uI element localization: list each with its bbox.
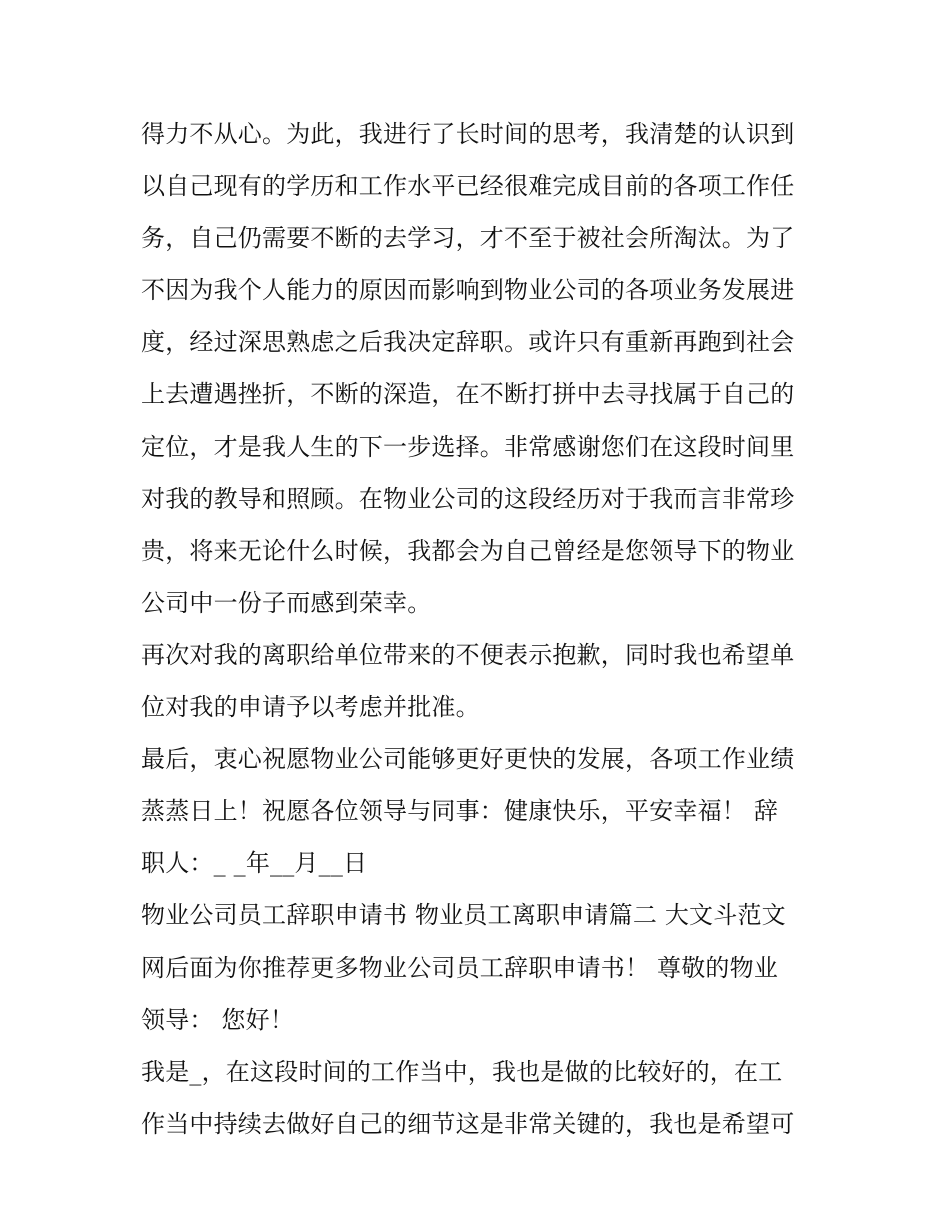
text-line: 再次对我的离职给单位带来的不便表示抱歉，同时我也希望单 xyxy=(141,640,795,669)
text-line: 贵，将来无论什么时候，我都会为自己曾经是您领导下的物业 xyxy=(141,536,795,565)
text-line: 蒸蒸日上！祝愿各位领导与同事：健康快乐，平安幸福！ 辞 xyxy=(141,797,779,826)
text-line: 不因为我个人能力的原因而影响到物业公司的各项业务发展进 xyxy=(141,276,795,305)
text-line: 作当中持续去做好自己的细节这是非常关键的，我也是希望可 xyxy=(141,1109,795,1138)
text-line: 定位，才是我人生的下一步选择。非常感谢您们在这段时间里 xyxy=(141,432,795,461)
text-line: 职人：_ _年__月__日 xyxy=(141,849,368,878)
text-line: 以自己现有的学历和工作水平已经很难完成目前的各项工作任 xyxy=(141,172,795,201)
text-line: 最后，衷心祝愿物业公司能够更好更快的发展，各项工作业绩 xyxy=(141,745,795,774)
text-line: 位对我的申请予以考虑并批准。 xyxy=(141,693,480,722)
text-line: 公司中一份子而感到荣幸。 xyxy=(141,588,432,617)
text-line: 得力不从心。为此，我进行了长时间的思考，我清楚的认识到 xyxy=(141,120,795,148)
body-text xyxy=(141,108,821,1150)
text-line: 网后面为你推荐更多物业公司员工辞职申请书！ 尊敬的物业 xyxy=(141,953,779,982)
text-line: 领导： 您好！ xyxy=(141,1005,295,1034)
text-line: 务，自己仍需要不断的去学习，才不至于被社会所淘汰。为了 xyxy=(141,224,795,253)
text-line: 度，经过深思熟虑之后我决定辞职。或许只有重新再跑到社会 xyxy=(141,328,795,357)
text-line: 对我的教导和照顾。在物业公司的这段经历对于我而言非常珍 xyxy=(141,484,795,513)
text-line: 上去遭遇挫折，不断的深造，在不断打拼中去寻找属于自己的 xyxy=(141,380,795,409)
text-line: 物业公司员工辞职申请书 物业员工离职申请篇二 大文斗范文 xyxy=(141,901,786,930)
text-line: 我是_，在这段时间的工作当中，我也是做的比较好的，在工 xyxy=(141,1057,783,1086)
